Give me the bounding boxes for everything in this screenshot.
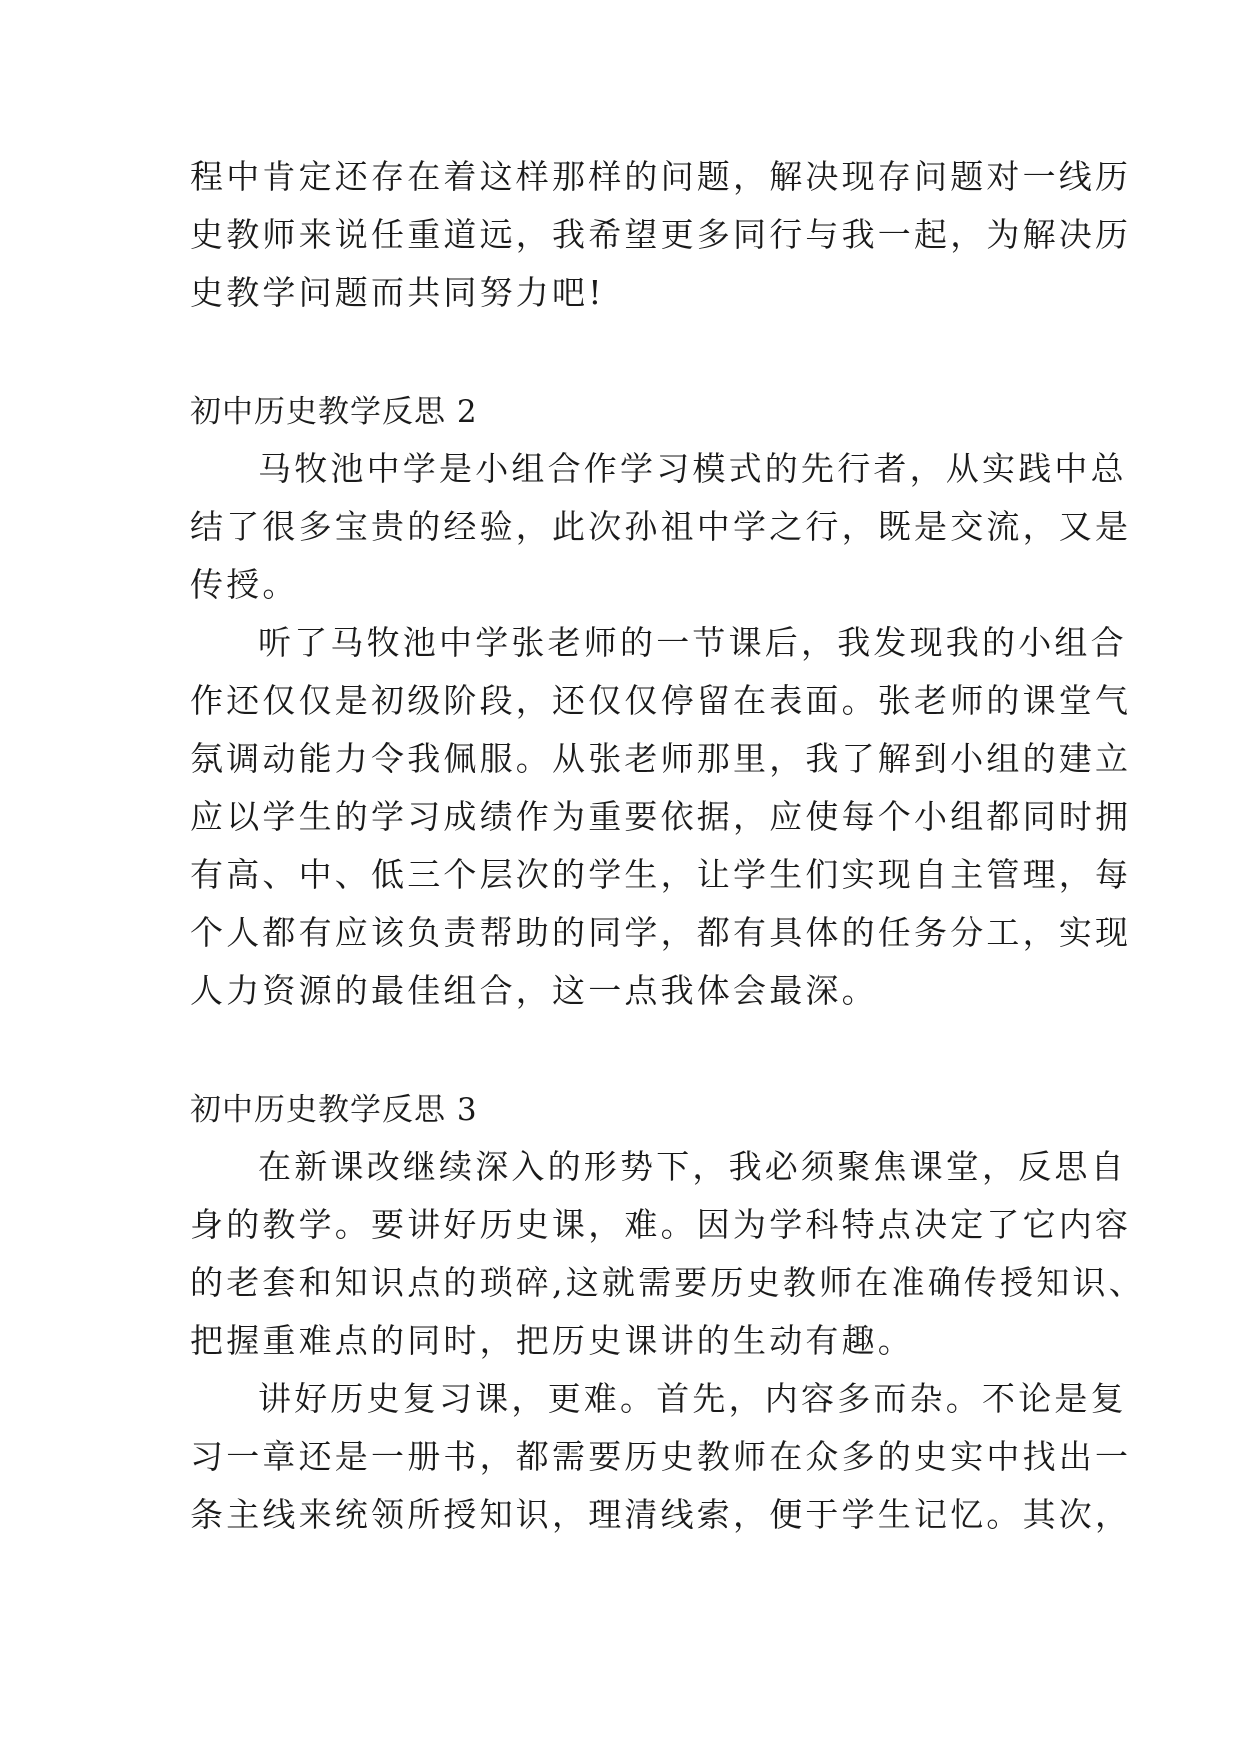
continuation-paragraph <box>190 148 1132 322</box>
text-line: 讲好历史复习课，更难。首先，内容多而杂。不论是复 <box>258 1379 1127 1418</box>
paragraph <box>190 1370 1132 1544</box>
paragraph <box>190 440 1132 614</box>
text-line: 史教师来说任重道远，我希望更多同行与我一起，为解决历 <box>190 215 1132 254</box>
text-line: 作还仅仅是初级阶段，还仅仅停留在表面。张老师的课堂气 <box>190 681 1132 720</box>
text-line: 应以学生的学习成绩作为重要依据，应使每个小组都同时拥 <box>190 797 1132 836</box>
section-spacer <box>190 1020 1050 1082</box>
text-line: 个人都有应该负责帮助的同学，都有具体的任务分工，实现 <box>190 913 1132 952</box>
section-3 <box>190 1082 1145 1544</box>
text-line: 马牧池中学是小组合作学习模式的先行者，从实践中总 <box>258 449 1127 488</box>
paragraph <box>190 1138 1145 1370</box>
paragraph <box>190 614 1132 1020</box>
text-line: 人力资源的最佳组合，这一点我体会最深。 <box>190 971 878 1010</box>
text-line: 史教学问题而共同努力吧! <box>190 273 605 312</box>
section-heading: 初中历史教学反思 2 <box>190 394 478 430</box>
section-2 <box>190 384 1132 1020</box>
text-line: 听了马牧池中学张老师的一节课后，我发现我的小组合 <box>258 623 1127 662</box>
section-spacer <box>190 322 1050 384</box>
section-heading: 初中历史教学反思 3 <box>190 1092 478 1128</box>
text-line: 有高、中、低三个层次的学生，让学生们实现自主管理，每 <box>190 855 1132 894</box>
text-line: 把握重难点的同时，把历史课讲的生动有趣。 <box>190 1321 914 1360</box>
text-line: 结了很多宝贵的经验，此次孙祖中学之行，既是交流，又是 <box>190 507 1132 546</box>
text-line: 条主线来统领所授知识，理清线索，便于学生记忆。其次， <box>190 1495 1132 1534</box>
text-line: 传授。 <box>190 565 299 604</box>
text-line: 身的教学。要讲好历史课，难。因为学科特点决定了它内容 <box>190 1205 1132 1244</box>
text-line: 氛调动能力令我佩服。从张老师那里，我了解到小组的建立 <box>190 739 1132 778</box>
text-line: 习一章还是一册书，都需要历史教师在众多的史实中找出一 <box>190 1437 1132 1476</box>
document-page <box>190 148 1145 1544</box>
text-line: 的老套和知识点的琐碎,这就需要历史教师在准确传授知识、 <box>190 1263 1145 1302</box>
text-line: 程中肯定还存在着这样那样的问题，解决现存问题对一线历 <box>190 157 1132 196</box>
text-line: 在新课改继续深入的形势下，我必须聚焦课堂，反思自 <box>258 1147 1127 1186</box>
